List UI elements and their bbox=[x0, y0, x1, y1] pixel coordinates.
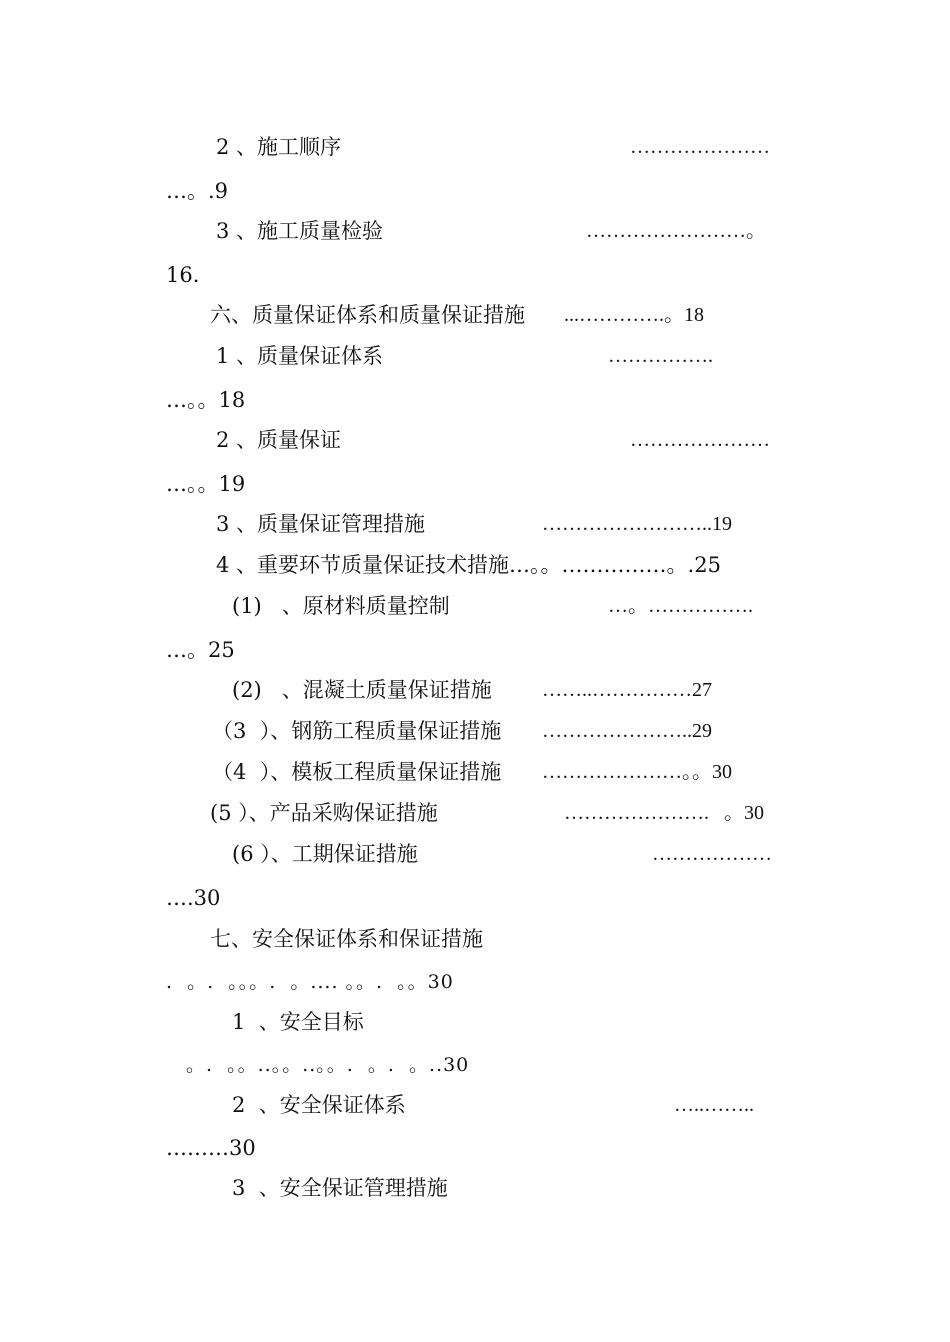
toc-entry-safety-target: 1 、安全目标 bbox=[232, 1010, 364, 1034]
toc-entry-formwork: （4 ）、模板工程质量保证措施 bbox=[212, 760, 502, 784]
toc-entry-key-measures: 4 、重要环节质量保证技术措施…。。……………。.25 bbox=[216, 553, 721, 577]
toc-leader: ……………………..19 bbox=[542, 513, 732, 535]
toc-leader: …………………..29 bbox=[542, 720, 712, 742]
toc-entry-schedule: (6 ）、工期保证措施 bbox=[232, 842, 418, 866]
toc-entry-quality-system: 1 、质量保证体系 bbox=[216, 344, 384, 368]
toc-page-number: …。。18 bbox=[166, 388, 246, 412]
toc-leader: …………………。。30 bbox=[542, 761, 732, 783]
toc-page-number: ………30 bbox=[166, 1136, 256, 1160]
toc-leader: ………………… bbox=[630, 136, 770, 158]
toc-leader: ……………………。 bbox=[586, 220, 766, 242]
toc-entry-quality-management: 3 、质量保证管理措施 bbox=[216, 512, 426, 536]
toc-page-number: . 。. 。。。. 。.... 。。. 。。30 bbox=[166, 971, 454, 993]
toc-page-number: …。。19 bbox=[166, 472, 246, 496]
toc-entry-construction-sequence: 2 、施工顺序 bbox=[216, 135, 342, 159]
toc-leader: ………………… bbox=[630, 429, 770, 451]
toc-page-number: ….30 bbox=[166, 886, 221, 910]
toc-page-number: 16. bbox=[166, 263, 200, 287]
toc-page-number: …。25 bbox=[166, 638, 235, 662]
toc-leader: ……..……………27 bbox=[542, 679, 712, 701]
toc-entry-raw-materials: (1) 、原材料质量控制 bbox=[232, 594, 450, 618]
toc-entry-concrete: (2) 、混凝土质量保证措施 bbox=[232, 678, 492, 702]
toc-entry-safety-system: 2 、安全保证体系 bbox=[232, 1093, 406, 1117]
toc-section-six: 六、质量保证体系和质量保证措施 bbox=[210, 303, 525, 327]
toc-leader: ……………… bbox=[652, 843, 772, 865]
toc-leader: …。……………. bbox=[608, 595, 753, 617]
toc-entry-procurement: (5 ）、产品采购保证措施 bbox=[210, 801, 438, 825]
toc-leader: …………………. 。30 bbox=[564, 802, 764, 824]
toc-entry-rebar: （3 ）、钢筋工程质量保证措施 bbox=[212, 719, 502, 743]
toc-page-number: …。.9 bbox=[166, 179, 229, 203]
toc-leader: ……………. bbox=[608, 345, 713, 367]
toc-section-seven: 七、安全保证体系和保证措施 bbox=[210, 927, 483, 951]
toc-leader: ...………….。18 bbox=[564, 304, 704, 326]
toc-page-number: 。. 。。..。。..。。. 。. 。..30 bbox=[186, 1054, 470, 1076]
toc-entry-safety-management: 3 、安全保证管理措施 bbox=[232, 1176, 448, 1200]
toc-entry-quality-inspection: 3 、施工质量检验 bbox=[216, 219, 384, 243]
toc-entry-quality-assurance: 2 、质量保证 bbox=[216, 428, 342, 452]
toc-leader: …..…….. bbox=[674, 1094, 754, 1116]
